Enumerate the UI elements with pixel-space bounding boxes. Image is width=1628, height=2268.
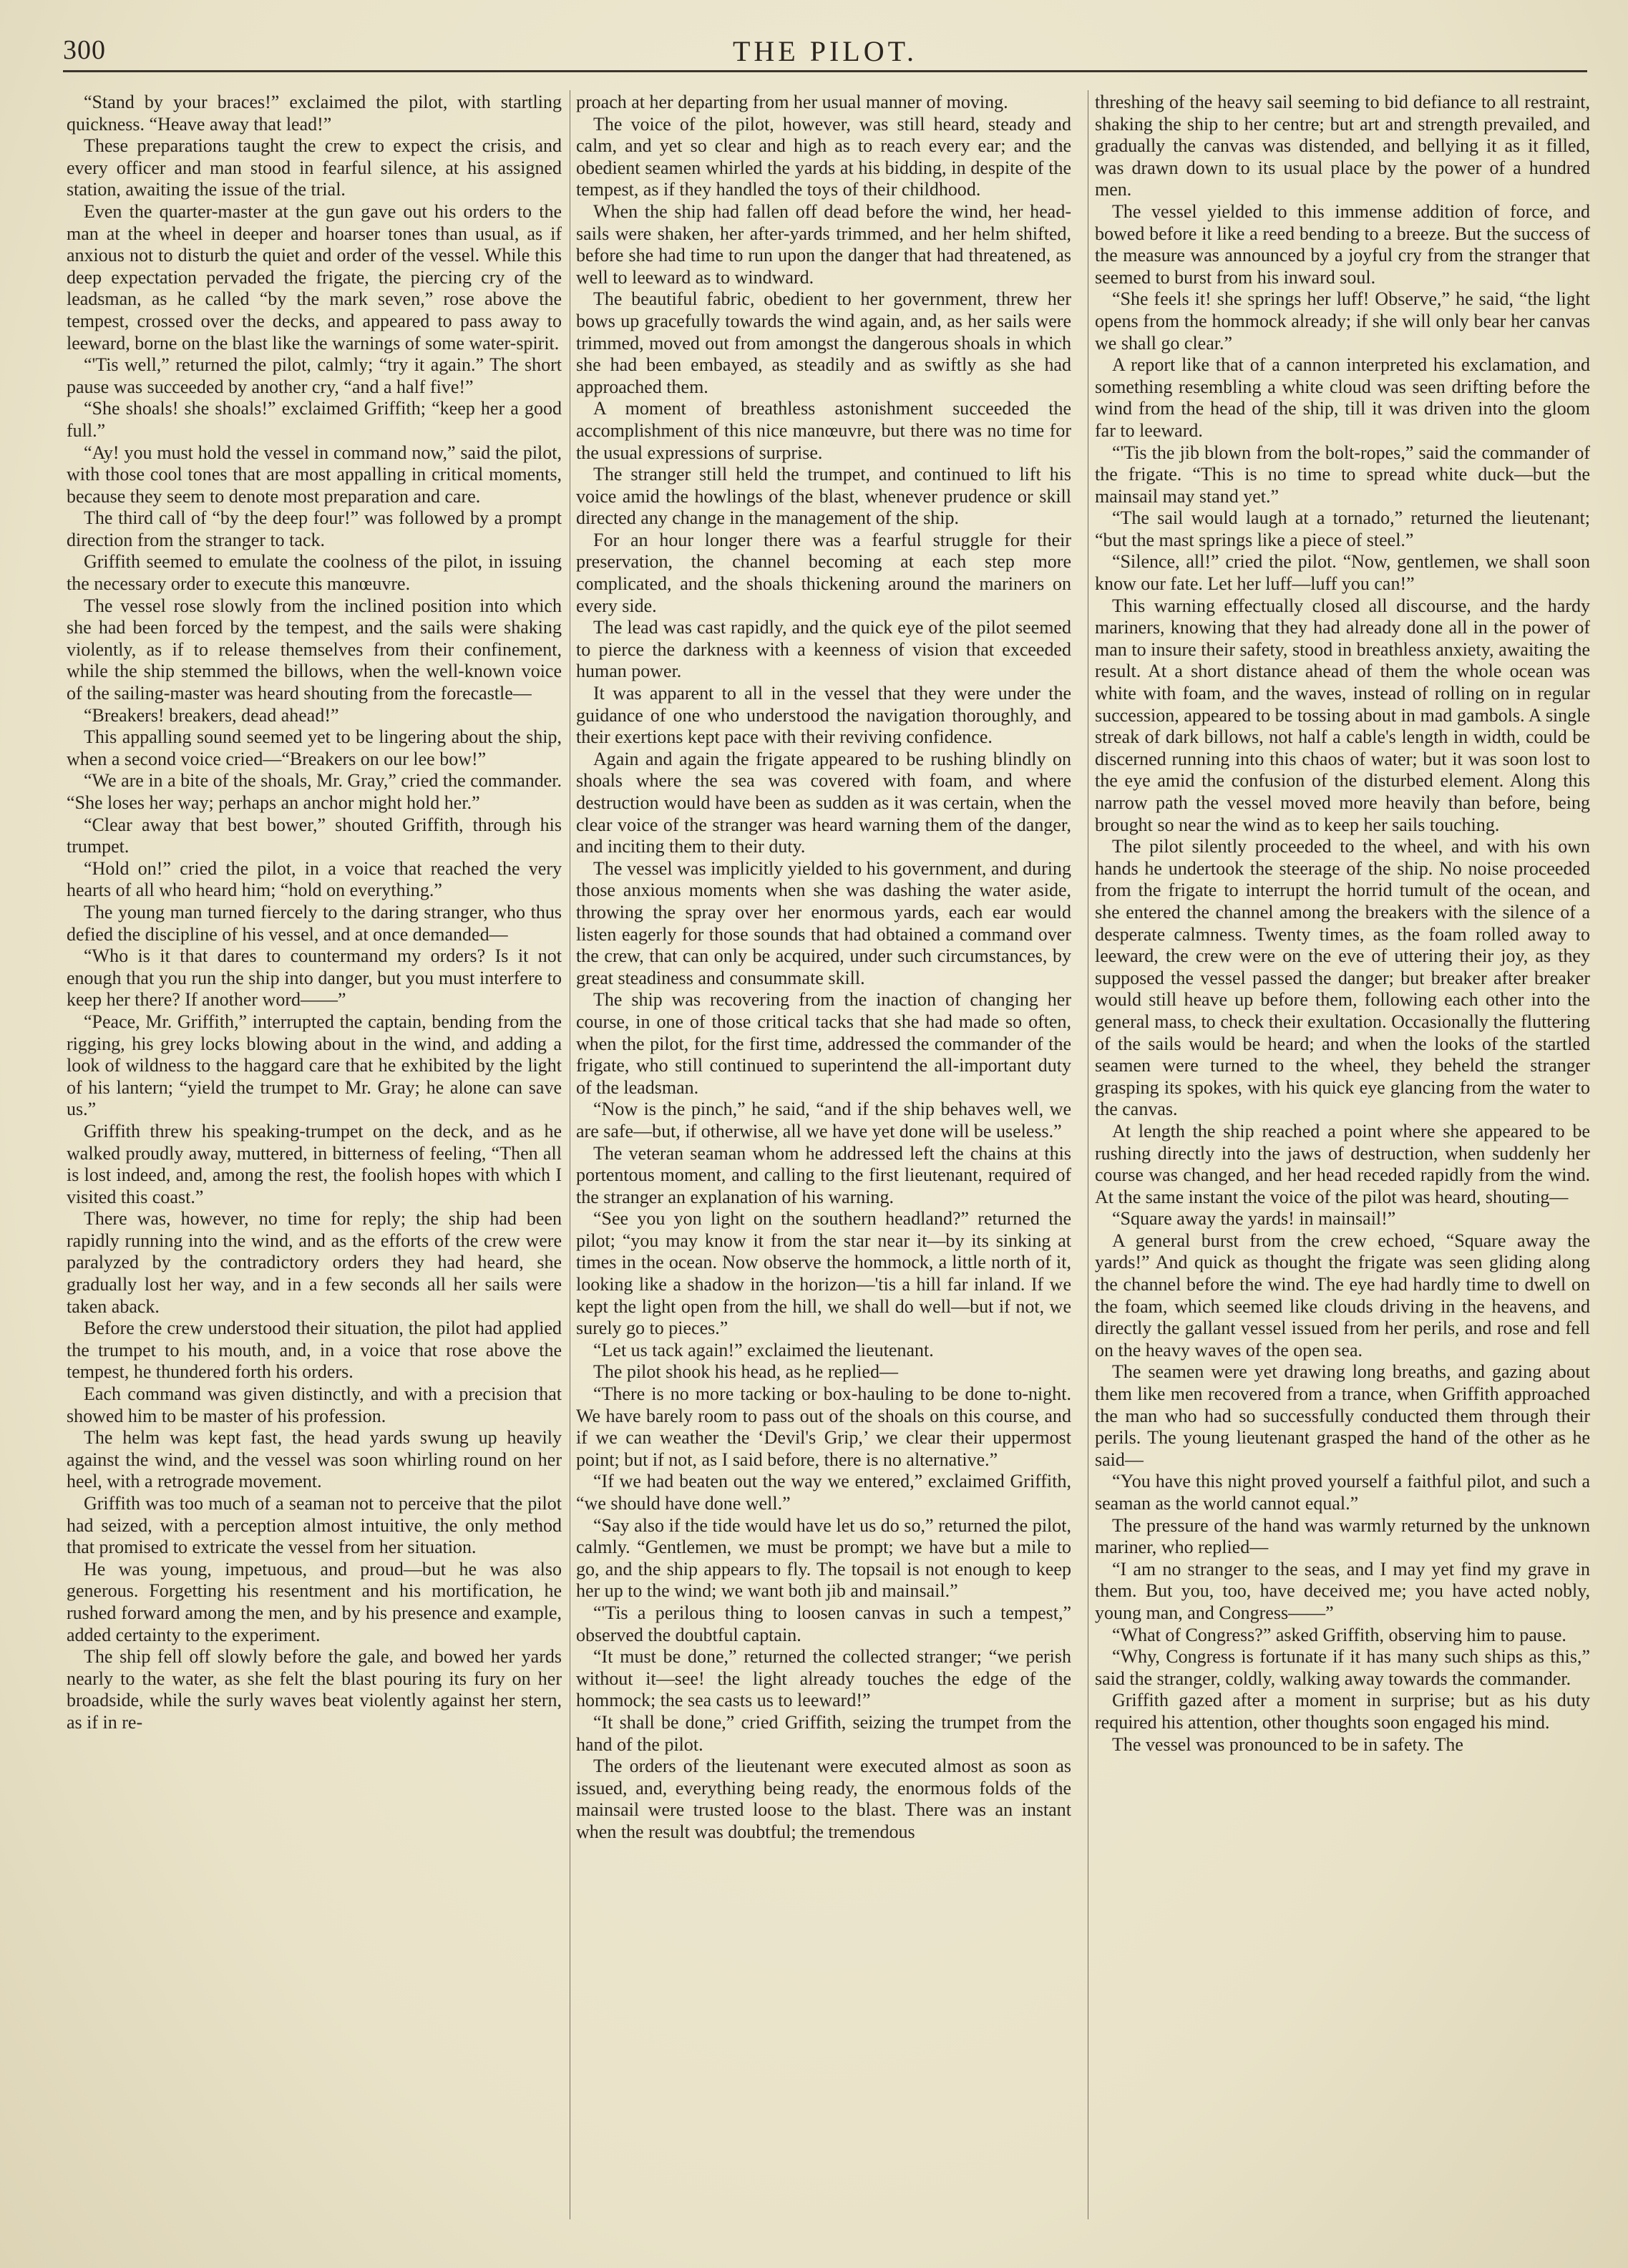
paragraph: “'Tis a perilous thing to loosen canvas in such a tempest,” observed the doubtful captain. (576, 1602, 1071, 1645)
paragraph: “I am no stranger to the seas, and I may yet find my grave in them. But you, too, have deceived me; you have acted nobly, young man, and Congress——” (1095, 1558, 1590, 1623)
paragraph: “What of Congress?” asked Griffith, observing him to pause. (1112, 1624, 1566, 1645)
paragraph: For an hour longer there was a fearful struggle for their preservation, the channel becoming at each step more complicated, and the shoals thickening around the mariners on every side. (576, 529, 1071, 616)
paragraph: “There is no more tacking or box-hauling to be done to-night. We have barely room to pass out of the shoals on this course, and if we can weather the ‘Devil's Grip,’ we clear their uppermost point; but if not, as I said before, there is no alternative.” (576, 1383, 1071, 1470)
paragraph: At length the ship reached a point where she appeared to be rushing directly into the jaws of destruction, when suddenly her course was changed, and her head receded rapidly from the wind. At the same instant the voice of the pilot was heard, shouting— (1095, 1120, 1590, 1207)
paragraph: “Silence, all!” cried the pilot. “Now, gentlemen, we shall soon know our fate. Let her luff—luff you can!” (1095, 551, 1590, 595)
paragraph: The third call of “by the deep four!” was followed by a prompt direction from the stranger to tack. (67, 507, 562, 550)
paragraph: The young man turned fiercely to the daring stranger, who thus defied the discipline of his vessel, and at once demanded— (67, 901, 562, 945)
paragraph: “Who is it that dares to countermand my orders? Is it not enough that you run the ship into danger, but you must interfere to keep her there? If another word——” (67, 945, 562, 1011)
paragraph: Again and again the frigate appeared to be rushing blindly on shoals where the sea was covered with foam, and where destruction would have been as sudden as it was certain, when the clear voice of the stranger was heard warning them of the danger, and inciting them to their duty. (576, 748, 1071, 857)
paragraph: Griffith was too much of a seaman not to perceive that the pilot had seized, with a perception almost intuitive, the only method that promised to extricate the vessel from her situation. (67, 1493, 562, 1558)
running-title: THE PILOT. (732, 35, 918, 67)
paragraph: The beautiful fabric, obedient to her government, threw her bows up gracefully towards the wind again, and, as her sails were trimmed, moved out from amongst the dangerous shoals in which she had been embayed, as steadily and as swiftly as she had approached them. (576, 288, 1071, 397)
paragraph: “We are in a bite of the shoals, Mr. Gray,” cried the commander. “She loses her way; perhaps an anchor might hold her.” (67, 770, 562, 813)
paragraph: “It must be done,” returned the collected stranger; “we perish without it—see! the light already touches the edge of the hommock; the sea casts us to leeward!” (576, 1646, 1071, 1711)
paragraph: A report like that of a cannon interpreted his exclamation, and something resembling a white cloud was seen drifting before the wind from the head of the ship, till it was driven into the gloom far to leeward. (1095, 354, 1590, 441)
page-number: 300 (63, 35, 106, 65)
paragraph: “Now is the pinch,” he said, “and if the ship behaves well, we are safe—but, if otherwise, all we have yet done will be useless.” (576, 1099, 1071, 1142)
paragraph: This warning effectually closed all discourse, and the hardy mariners, knowing that they had already done all in the power of man to insure their safety, stood in breathless anxiety, awaiting the result. At a short distance ahead of them the whole ocean was white with foam, and the waves, instead of rolling on in regular succession, appeared to be tossing about in mad gambols. A single streak of dark billows, not half a cable's length in width, could be discerned running into this chaos of water; but it was soon lost to the eye amid the confusion of the disturbed element. Along this narrow path the vessel moved more heavily than before, being brought so near the wind as to keep her sails touching. (1095, 595, 1590, 835)
paragraph: proach at her departing from her usual manner of moving. (576, 92, 1008, 112)
paragraph: “Peace, Mr. Griffith,” interrupted the captain, bending from the rigging, his grey locks blowing about in the wind, and adding a look of wildness to the haggard care that he exhibited by the light of his lantern; “yield the trumpet to Mr. Gray; he alone can save us.” (67, 1011, 562, 1120)
paragraph: “Let us tack again!” exclaimed the lieutenant. (593, 1339, 934, 1361)
paragraph: Griffith seemed to emulate the coolness of the pilot, in issuing the necessary order to execute this manœuvre. (67, 551, 562, 595)
paragraph: The lead was cast rapidly, and the quick eye of the pilot seemed to pierce the darkness with a keenness of vision that exceeded human power. (576, 617, 1071, 682)
paragraph: Griffith threw his speaking-trumpet on the deck, and as he walked proudly away, muttered, in bitterness of feeling, “Then all is lost indeed, and, among the rest, the foolish hopes with which I visited this coast.” (67, 1120, 562, 1207)
paragraph: The voice of the pilot, however, was still heard, steady and calm, and yet so clear and high as to reach every ear; and the obedient seamen whirled the yards at his bidding, in despite of the tempest, as if they handled the toys of their childhood. (576, 113, 1071, 200)
paragraph: “Say also if the tide would have let us do so,” returned the pilot, calmly. “Gentlemen, we must be prompt; we have but a mile to go, and the ship appears to fly. The topsail is not enough to keep her up to the wind; we want both jib and mainsail.” (576, 1514, 1071, 1602)
paragraph: “See you yon light on the southern headland?” returned the pilot; “you may know it from the star near it—by its sinking at times in the ocean. Now observe the hommock, a little north of it, looking like a shadow in the horizon—'tis a hill far inland. If we kept the light open from the hill, we shall do well—but if not, we surely go to pieces.” (576, 1208, 1071, 1339)
paragraph: The seamen were yet drawing long breaths, and gazing about them like men recovered from a trance, when Griffith approached the man who had so successfully conducted them through their perils. The young lieutenant grasped the hand of the other as he said— (1095, 1361, 1590, 1470)
paragraph: The helm was kept fast, the head yards swung up heavily against the wind, and the vessel was soon whirling round on her heel, with a retrograde movement. (67, 1427, 562, 1492)
paragraph: “Ay! you must hold the vessel in command now,” said the pilot, with those cool tones that are most appalling in critical moments, because they seem to denote most preparation and care. (67, 442, 562, 507)
paragraph: This appalling sound seemed yet to be lingering about the ship, when a second voice cried—“Breakers on our lee bow!” (67, 726, 562, 769)
paragraph: The vessel rose slowly from the inclined position into which she had been forced by the tempest, and the sails were shaking violently, as if to release themselves from their confinement, while the ship stemmed the billows, when the well-known voice of the sailing-master was heard shouting from the forecastle— (67, 595, 562, 704)
paragraph: The ship was recovering from the inaction of changing her course, in one of those critical tacks that she had made so often, when the pilot, for the first time, addressed the commander of the frigate, who still continued to superintend the all-important duty of the leadsman. (576, 989, 1071, 1098)
paragraph: There was, however, no time for reply; the ship had been rapidly running into the wind, and as the efforts of the crew were paralyzed by the contradictory orders they had heard, she gradually lost her way, and in a few seconds all her sails were taken aback. (67, 1208, 562, 1317)
header-rule (63, 70, 1587, 72)
paragraph: “Stand by your braces!” exclaimed the pilot, with startling quickness. “Heave away that lead!” (67, 92, 562, 135)
page-header (63, 34, 1587, 72)
paragraph: The vessel was implicitly yielded to his government, and during those anxious moments when she was dashing the water aside, throwing the spray over her enormous yards, each ear would listen eagerly for those sounds that had obtained a command over the crew, that can only be acquired, under such circumstances, by great steadiness and consummate skill. (576, 857, 1071, 988)
paragraph: The stranger still held the trumpet, and continued to lift his voice amid the howlings of the blast, whenever prudence or skill directed any change in the management of the ship. (576, 464, 1071, 529)
paragraph: He was young, impetuous, and proud—but he was also generous. Forgetting his resentment and his mortification, he rushed forward among the men, and by his presence and example, added certainty to the experiment. (67, 1558, 562, 1645)
paragraph: These preparations taught the crew to expect the crisis, and every officer and man stood in fearful silence, at his assigned station, awaiting the issue of the trial. (67, 135, 562, 200)
paragraph: “Hold on!” cried the pilot, in a voice that reached the very hearts of all who heard him; “hold on everything.” (67, 857, 562, 901)
paragraph: The orders of the lieutenant were executed almost as soon as issued, and, everything being ready, the enormous folds of the mainsail were trusted loose to the blast. There was an instant when the result was doubtful; the tremendous (576, 1756, 1071, 1842)
paragraph: The pilot silently proceeded to the wheel, and with his own hands he undertook the steerage of the ship. No noise proceeded from the frigate to interrupt the horrid tumult of the ocean, and she entered the channel among the breakers with the silence of a desperate calmness. Twenty times, as the foam rolled away to leeward, the crew were on the eve of uttering their joy, as they supposed the vessel passed the danger; but breaker after breaker would still heave up before them, following each other into the general mass, to check their exultation. Occasionally the fluttering of the sails would be heard; and when the looks of the startled seamen were turned to the wheel, they beheld the stranger grasping its spokes, with his quick eye glancing from the water to the canvas. (1095, 836, 1590, 1120)
paragraph: It was apparent to all in the vessel that they were under the guidance of one who understood the navigation thoroughly, and their exertions kept pace with their reviving confidence. (576, 683, 1071, 748)
text-column-1 (67, 92, 562, 2228)
paragraph: Griffith gazed after a moment in surprise; but as his duty required his attention, other thoughts soon engaged his mind. (1095, 1690, 1590, 1733)
paragraph: Each command was given distinctly, and with a precision that showed him to be master of his profession. (67, 1383, 562, 1426)
paragraph: “You have this night proved yourself a faithful pilot, and such a seaman as the world cannot equal.” (1095, 1471, 1590, 1514)
paragraph: The ship fell off slowly before the gale, and bowed her yards nearly to the water, as she felt the blast pouring its fury on her broadside, while the surly waves beat violently against her stern, as if in re- (67, 1646, 562, 1733)
paragraph: When the ship had fallen off dead before the wind, her head-sails were shaken, her after-yards trimmed, and her helm shifted, before she had time to run upon the danger that had threatened, as well to leeward as to windward. (576, 200, 1071, 288)
paragraph: A moment of breathless astonishment succeeded the accomplishment of this nice manœuvre, but there was no time for the usual expressions of surprise. (576, 398, 1071, 463)
paragraph: The veteran seaman whom he addressed left the chains at this portentous moment, and calling to the first lieutenant, required of the stranger an explanation of his warning. (576, 1142, 1071, 1207)
paragraph: “'Tis the jib blown from the bolt-ropes,” said the commander of the frigate. “This is no time to spread white duck—but the mainsail may stand yet.” (1095, 442, 1590, 507)
paragraph: “Breakers! breakers, dead ahead!” (84, 704, 339, 726)
paragraph: Before the crew understood their situation, the pilot had applied the trumpet to his mouth, and, in a voice that rose above the tempest, he thundered forth his orders. (67, 1318, 562, 1383)
paragraph: The pilot shook his head, as he replied— (593, 1361, 899, 1383)
paragraph: “The sail would laugh at a tornado,” returned the lieutenant; “but the mast springs like a piece of steel.” (1095, 507, 1590, 550)
text-column-3 (1095, 92, 1590, 2228)
paragraph: The pressure of the hand was warmly returned by the unknown mariner, who replied— (1095, 1514, 1590, 1558)
paragraph: “Clear away that best bower,” shouted Griffith, through his trumpet. (67, 814, 562, 857)
paragraph: “Why, Congress is fortunate if it has many such ships as this,” said the stranger, coldly, walking away towards the commander. (1095, 1646, 1590, 1689)
paragraph: “She feels it! she springs her luff! Observe,” he said, “the light opens from the hommock already; if she will only bear her canvas we shall go clear.” (1095, 288, 1590, 354)
paragraph: “Square away the yards! in mainsail!” (1112, 1208, 1396, 1230)
paragraph: “If we had beaten out the way we entered,” exclaimed Griffith, “we should have done well.” (576, 1471, 1071, 1514)
paragraph: The vessel yielded to this immense addition of force, and bowed before it like a reed bending to a breeze. But the success of the measure was announced by a joyful cry from the stranger that seemed to burst from his inward soul. (1095, 200, 1590, 288)
text-column-2 (576, 92, 1071, 2228)
paragraph: threshing of the heavy sail seeming to bid defiance to all restraint, shaking the ship to her centre; but art and strength prevailed, and gradually the canvas was distended, and bellying it as it filled, was drawn down to its usual place by the power of a hundred men. (1095, 92, 1590, 200)
paragraph: A general burst from the crew echoed, “Square away the yards!” And quick as thought the frigate was seen gliding along the channel before the wind. The eye had hardly time to dwell on the foam, which seemed like clouds driving in the heavens, and directly the gallant vessel issued from her perils, and rose and fell on the heavy waves of the open sea. (1095, 1230, 1590, 1361)
paragraph: The vessel was pronounced to be in safety. The (1112, 1733, 1463, 1755)
paragraph: “She shoals! she shoals!” exclaimed Griffith; “keep her a good full.” (67, 398, 562, 441)
paragraph: Even the quarter-master at the gun gave out his orders to the man at the wheel in deeper and hoarser tones than usual, as if anxious not to disturb the quiet and order of the vessel. While this deep expectation pervaded the frigate, the piercing cry of the leadsman, as he called “by the mark seven,” rose above the tempest, crossed over the decks, and appeared to pass away to leeward, borne on the blast like the warnings of some water-spirit. (67, 200, 562, 354)
paragraph: “It shall be done,” cried Griffith, seizing the trumpet from the hand of the pilot. (576, 1711, 1071, 1755)
paragraph: “'Tis well,” returned the pilot, calmly; “try it again.” The short pause was succeeded by another cry, “and a half five!” (67, 354, 562, 397)
